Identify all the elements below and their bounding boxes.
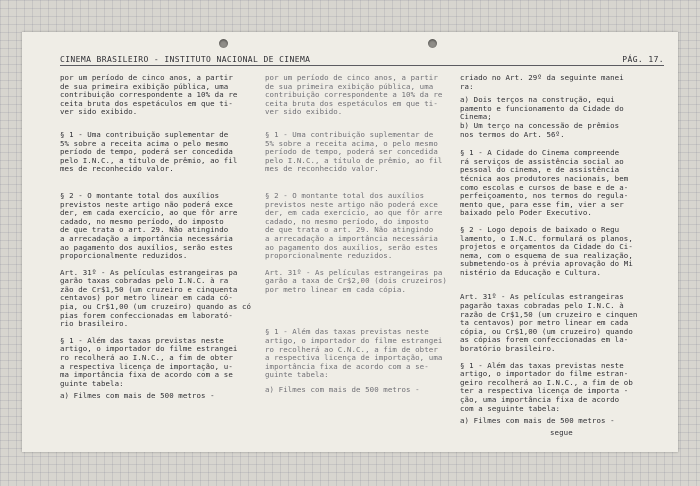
document-page xyxy=(22,32,678,452)
col3-paragraph-4: § 2 - Logo depois de baixado o Regu lamento, o I.N.C. formulará os planos, projetos e orçamentos da Cidade do Ci- nema, com o esquema de sua realização, submetendo-os à prévia aprovação do Mi nistério da Educação e Cultura. xyxy=(460,224,633,277)
col3-paragraph-6: § 1 - Além das taxas previstas neste artigo, o importador do filme estran- geiro recolherá ao I.N.C., a fim de ob ter a respectiva licença de importa - ção, uma importância fixa de acordo com a seguinte tabela: xyxy=(460,360,633,413)
punch-hole-right xyxy=(428,39,437,48)
col2-paragraph-3: § 2 - O montante total dos auxílios previstos neste artigo não poderá exce der, em cada exercício, ao que fôr arre cadado, no mesmo período, do imposto de que trata o art. 29. Não atingindo a arrecadação a importância necessária ao pagamento dos auxílios, serão estes proporcionalmente reduzidos. xyxy=(265,190,443,261)
col3-continued-note: segue xyxy=(550,427,573,437)
text-column-3 xyxy=(460,74,664,437)
col1-paragraph-4: Art. 31º - As películas estrangeiras pa garão taxas cobradas pelo I.N.C. à ra zão de Cr$1,50 (um cruzeiro e cinquenta centavos) por metro linear em cada có- pia, ou Cr$1,00 (um cruzeiro) quando as có pias forem confeccionadas em laborató- rio brasileiro. xyxy=(60,267,252,329)
col1-paragraph-5: § 1 - Além das taxas previstas neste artigo, o importador do filme estrangei ro recolherá ao I.N.C., a fim de obter a respectiva licença de importação, u- ma importância fixa de acordo com a se guinte tabela: xyxy=(60,335,238,388)
col2-paragraph-5: § 1 - Além das taxas previstas neste artigo, o importador do filme estrangei ro recolherá ao C.N.C., a fim de obter a respectiva licença de importação, uma importância fixa de acordo com a se- guinte tabela: xyxy=(265,327,443,380)
text-column-1 xyxy=(60,74,270,401)
col3-paragraph-1: criado no Art. 29º da seguinte manei ra: xyxy=(460,73,624,91)
col1-paragraph-2: § 1 - Uma contribuição suplementar de 5% sobre a receita acima o pelo mesmo período de tempo, poderá ser concedida pelo I.N.C., a título de prêmio, ao fil mes de reconhecido valor. xyxy=(60,129,238,174)
document-title: CINEMA BRASILEIRO - INSTITUTO NACIONAL DE CINEMA xyxy=(60,55,311,64)
col3-paragraph-7: a) Filmes com mais de 500 metros - xyxy=(460,416,615,426)
col2-paragraph-4: Art. 31º - As películas estrangeiras pa garão a taxa de Cr$2,00 (dois cruzeiros) por metro linear em cada cópia. xyxy=(265,267,447,294)
col2-paragraph-2: § 1 - Uma contribuição suplementar de 5% sobre a receita acima, o pelo mesmo período de tempo, poderá ser concedida pelo I.N.C., a título de prêmio, ao fil mes de reconhecido valor. xyxy=(265,129,443,174)
punch-hole-left xyxy=(219,39,228,48)
page-header xyxy=(60,55,664,66)
col2-paragraph-6: a) Filmes com mais de 500 metros - xyxy=(265,385,420,395)
col1-paragraph-6: a) Filmes com mais de 500 metros - xyxy=(60,391,215,401)
col3-paragraph-3: § 1 - A Cidade do Cinema compreende rá serviços de assistência social ao pessoal do cinema, e de assistência técnica aos produtores nacionais, bem como escolas e cursos de base e de a- perfeiçoamento, nos termos do regula- mento que, para esse fim, vier a ser baixado pelo Poder Executivo. xyxy=(460,148,629,218)
col1-paragraph-1: por um período de cinco anos, a partir de sua primeira exibição pública, uma contribuição correspondente a 10% da re ceita bruta dos espetáculos em que ti- ver sido exibido. xyxy=(60,73,238,117)
text-column-2 xyxy=(265,74,475,395)
page-number: PÁG. 17. xyxy=(622,55,664,64)
col1-paragraph-3: § 2 - O montante total dos auxílios previstos neste artigo não poderá exce der, em cada exercício, ao que fôr arre cadado, no mesmo período, do imposto de que trata o art. 29. Não atingindo a arrecadação a importância necessária ao pagamento dos auxílios, serão estes proporcionalmente reduzidos. xyxy=(60,190,238,261)
col3-paragraph-2: a) Dois terços na construção, equi pamento e funcionamento da Cidade do Cinema; b) Um terço na concessão de prêmios nos termos do Art. 56º. xyxy=(460,95,624,139)
col3-paragraph-5: Art. 31º - As películas estrangeiras pagarão taxas cobradas pelo I.N.C. à razão de Cr$1,50 (um cruzeiro e cinquen ta centavos) por metro linear em cada cópia, ou Cr$1,00 (um cruzeiro) quando as cópias forem confeccionadas em la- boratório brasileiro. xyxy=(460,292,638,354)
col2-paragraph-1: por um período de cinco anos, a partir de sua primeira exibição pública, uma contribuição correspondente a 10% da re ceita bruta dos espetáculos em que ti- ver sido exibido. xyxy=(265,73,443,117)
